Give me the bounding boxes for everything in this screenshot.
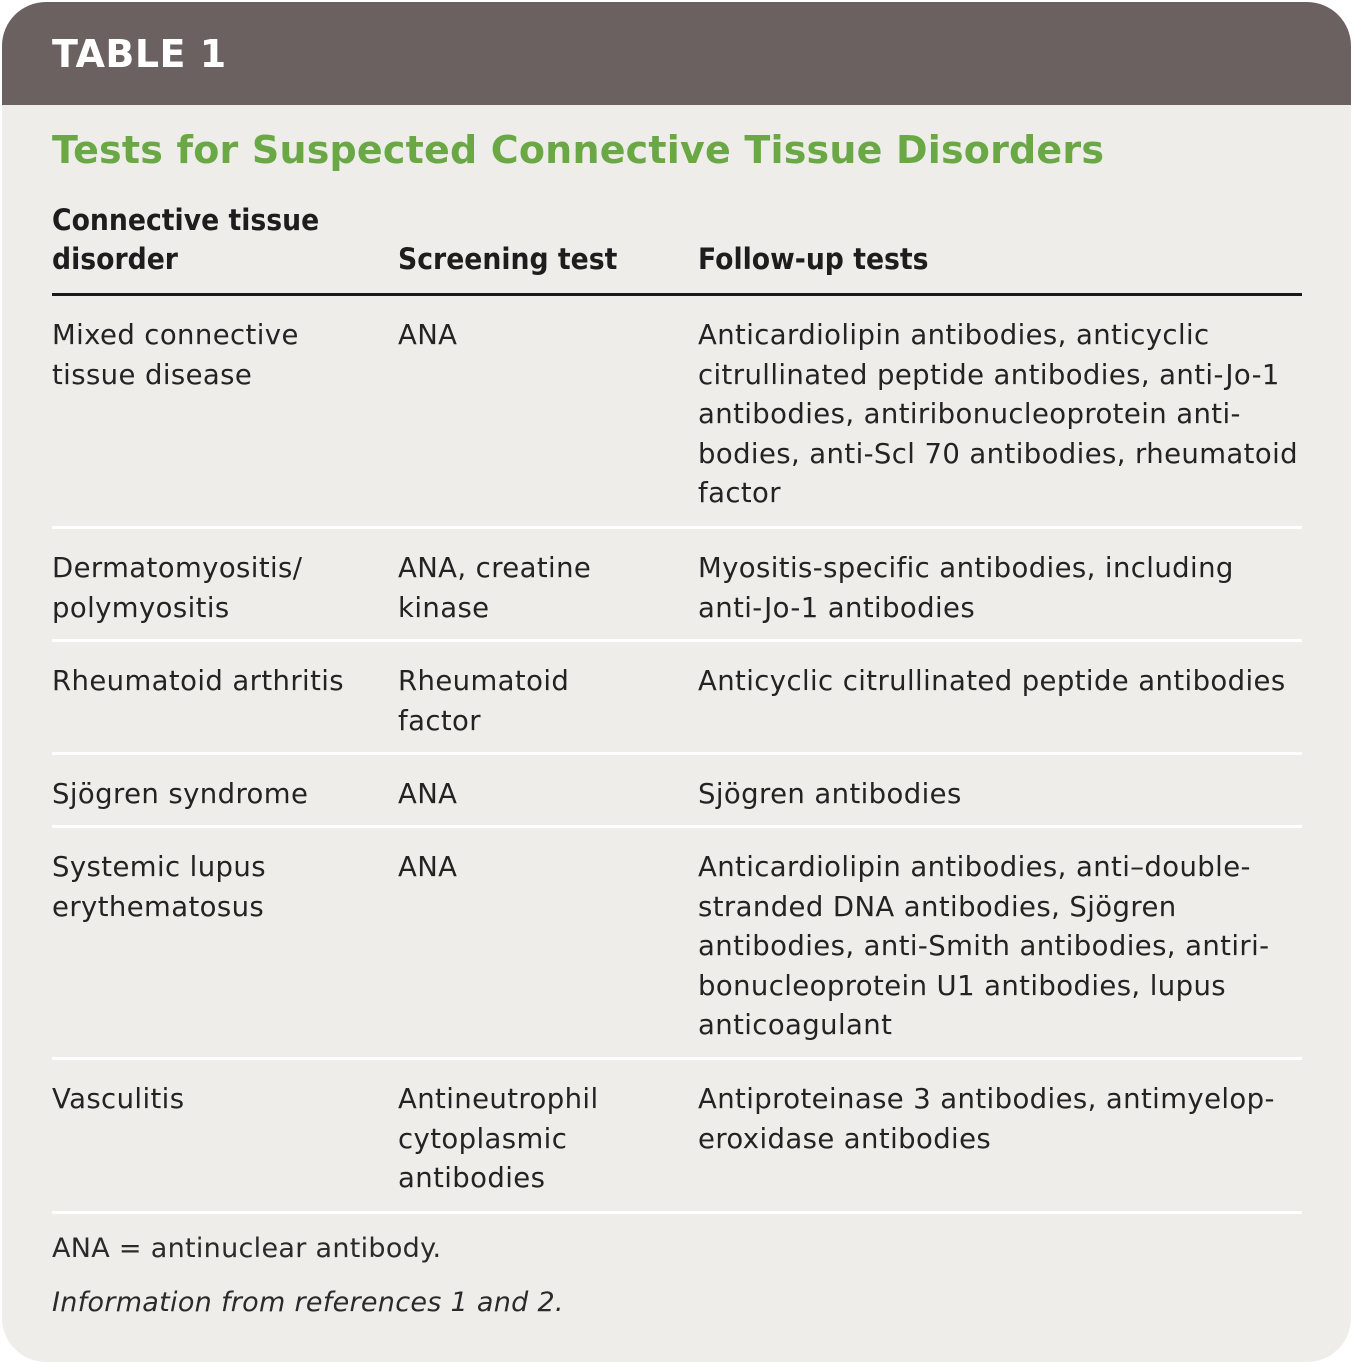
table-row <box>52 828 1302 1060</box>
cell-disorder: Vasculitis <box>52 1083 185 1115</box>
cell-followup: Anticyclic citrullinated peptide antibodies <box>698 665 1286 697</box>
cell-screening: ANA, creatine kinase <box>398 552 592 624</box>
cell-followup: Myositis-specific antibodies, including anti-Jo-1 antibodies <box>698 552 1234 624</box>
cell-screening: ANA <box>398 319 458 351</box>
cell-disorder: Rheumatoid arthritis <box>52 665 345 697</box>
cell-followup: Anticardiolipin antibodies, anticyclic citrullinated peptide antibodies, anti-Jo-1 antibodies, antiribonucleoprotein anti-bodies, anti-Scl 70 antibodies, rheumatoid factor <box>698 319 1298 509</box>
table-row <box>52 755 1302 828</box>
cell-disorder: Sjögren syndrome <box>52 778 309 810</box>
cell-disorder: Dermatomyositis/ polymyositis <box>52 552 303 624</box>
cell-screening: Rheumatoid factor <box>398 665 570 737</box>
tests-table <box>52 194 1302 1214</box>
table-header-row <box>52 194 1302 296</box>
header-follow-up-tests: Follow-up tests <box>698 242 929 276</box>
abbreviation-footnote: ANA = antinuclear antibody. <box>52 1233 442 1264</box>
cell-screening: ANA <box>398 778 458 810</box>
header-screening-test: Screening test <box>398 242 618 276</box>
cell-followup: Sjögren antibodies <box>698 778 962 810</box>
table-row <box>52 642 1302 755</box>
cell-screening: ANA <box>398 851 458 883</box>
table-row <box>52 1060 1302 1214</box>
table-card <box>2 2 1351 1362</box>
cell-screening: Antineutrophil cytoplasmic antibodies <box>398 1083 599 1194</box>
cell-followup: Antiproteinase 3 antibodies, antimyelop-eroxidase antibodies <box>698 1083 1275 1155</box>
table-row <box>52 296 1302 529</box>
cell-disorder: Systemic lupus erythematosus <box>52 851 266 923</box>
header-disorder: Connective tissue disorder <box>52 203 320 276</box>
table-banner <box>2 2 1351 105</box>
source-footnote: Information from references 1 and 2. <box>52 1287 564 1318</box>
table-number-label: TABLE 1 <box>52 32 227 76</box>
cell-followup: Anticardiolipin antibodies, anti–double-stranded DNA antibodies, Sjögren antibodies, anti-Smith antibodies, antiri-bonucleoprotein U1 antibodies, lupus anticoagulant <box>698 851 1270 1041</box>
table-title: Tests for Suspected Connective Tissue Disorders <box>52 128 1105 172</box>
table-row <box>52 529 1302 642</box>
cell-disorder: Mixed connective tissue disease <box>52 319 299 391</box>
